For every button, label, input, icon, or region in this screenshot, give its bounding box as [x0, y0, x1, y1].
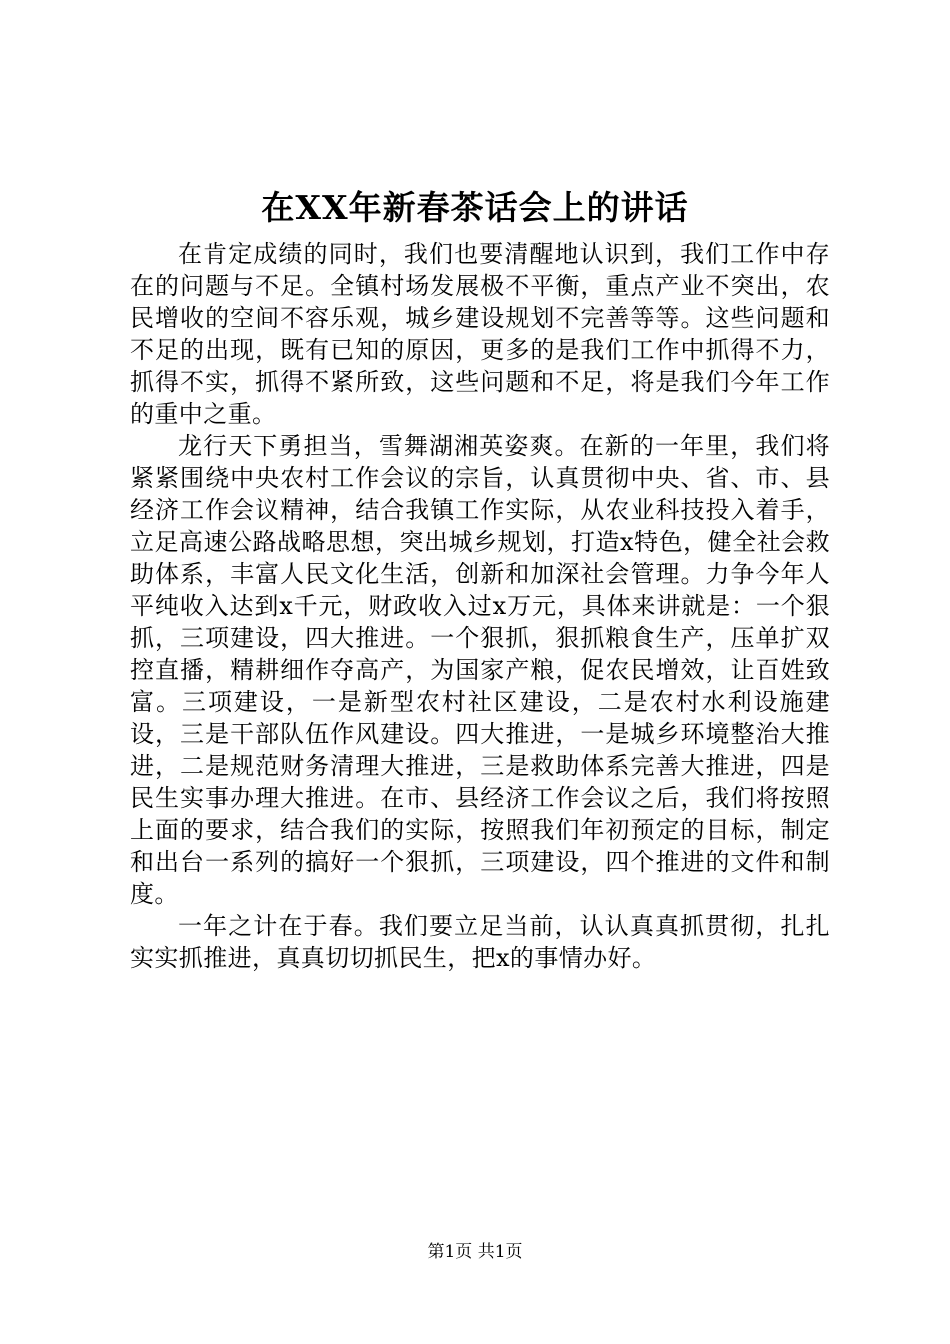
paragraph-3: 一年之计在于春。我们要立足当前，认认真真抓贯彻，扎扎实实抓推进，真真切切抓民生，把x的事情办好。 [130, 912, 830, 972]
document-body [130, 238, 830, 974]
page-number-footer: 第1页 共1页 [427, 1242, 523, 1262]
paragraph-1: 在肯定成绩的同时，我们也要清醒地认识到，我们工作中存在的问题与不足。全镇村场发展极不平衡，重点产业不突出，农民增收的空间不容乐观，城乡建设规划不完善等等。这些问题和不足的出现，既有已知的原因，更多的是我们工作中抓得不力，抓得不实，抓得不紧所致，这些问题和不足，将是我们今年工作的重中之重。 [130, 240, 830, 428]
paragraph-2: 龙行天下勇担当，雪舞湖湘英姿爽。在新的一年里，我们将紧紧围绕中央农村工作会议的宗旨，认真贯彻中央、省、市、县经济工作会议精神，结合我镇工作实际，从农业科技投入着手，立足高速公路战略思想，突出城乡规划，打造x特色，健全社会救助体系，丰富人民文化生活，创新和加深社会管理。力争今年人平纯收入达到x千元，财政收入过x万元，具体来讲就是：一个狠抓，三项建设，四大推进。一个狠抓，狠抓粮食生产，压单扩双控直播，精耕细作夺高产，为国家产粮，促农民增效，让百姓致富。三项建设，一是新型农村社区建设，二是农村水利设施建设，三是干部队伍作风建设。四大推进，一是城乡环境整治大推进，二是规范财务清理大推进，三是救助体系完善大推进，四是民生实事办理大推进。在市、县经济工作会议之后，我们将按照上面的要求，结合我们的实际，按照我们年初预定的目标，制定和出台一系列的搞好一个狠抓，三项建设，四个推进的文件和制度。 [130, 432, 830, 908]
document-title: 在XX年新春茶话会上的讲话 [261, 188, 689, 227]
